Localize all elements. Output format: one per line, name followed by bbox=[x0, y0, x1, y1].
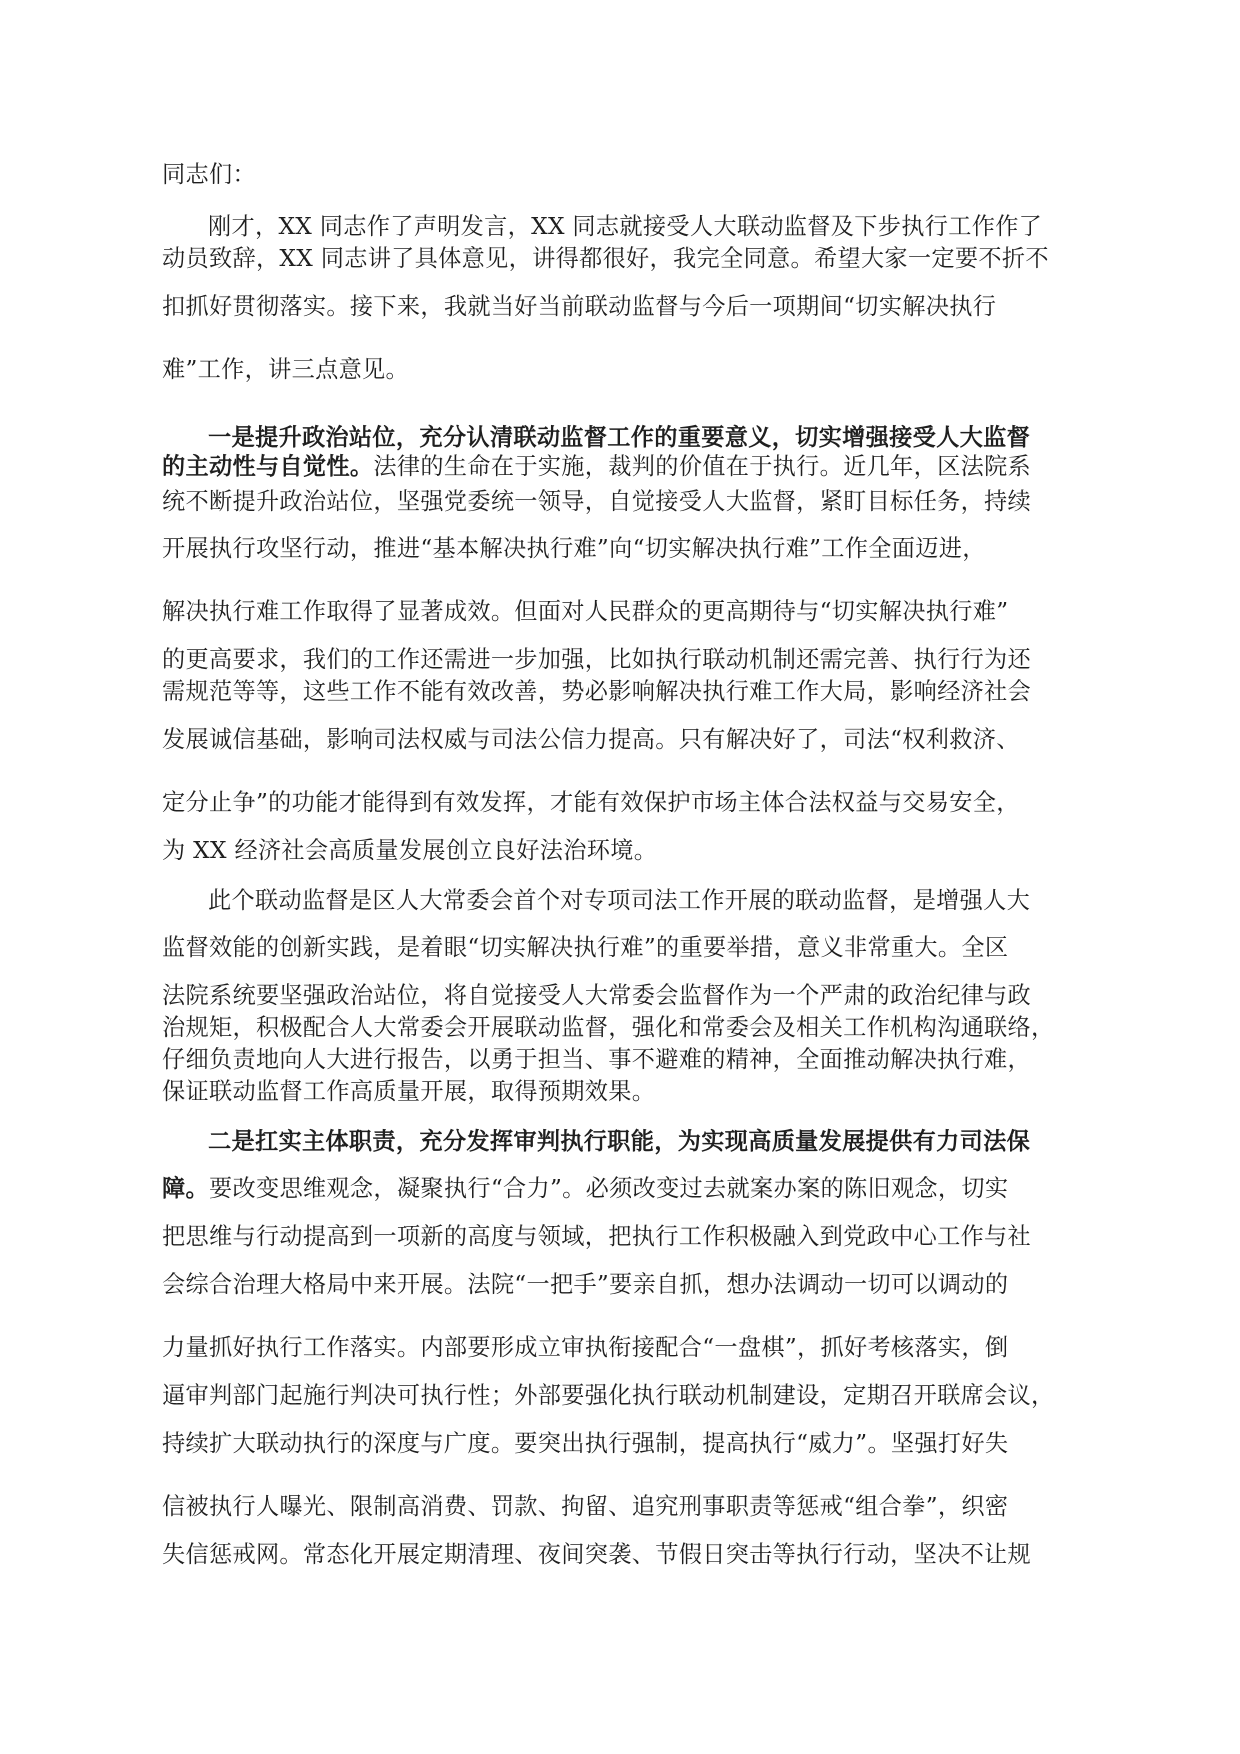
p4-heading-line1: 二是扛实主体职责，充分发挥审判执行职能，为实现高质量发展提供有力司法保 bbox=[208, 1128, 1031, 1155]
p2-line bbox=[162, 452, 1031, 482]
p2-heading bbox=[208, 423, 1030, 453]
p3-line: 治规矩，积极配合人大常委会开展联动监督，强化和常委会及相关工作机构沟通联络， bbox=[162, 1014, 1055, 1041]
p4-line: 持续扩大联动执行的深度与广度。要突出执行强制，提高执行“威力”。坚强打好失 bbox=[162, 1430, 1009, 1457]
p4-line: 会综合治理大格局中来开展。法院“一把手”要亲自抓，想办法调动一切可以调动的 bbox=[162, 1271, 1009, 1298]
p3-line: 保证联动监督工作高质量开展，取得预期效果。 bbox=[162, 1078, 656, 1105]
salutation: 同志们： bbox=[162, 161, 256, 188]
p2-line: 的更高要求，我们的工作还需进一步加强，比如执行联动机制还需完善、执行行为还 bbox=[162, 646, 1032, 673]
p2-line: 开展执行攻坚行动，推进“基本解决执行难”向“切实解决执行难”工作全面迈进， bbox=[162, 535, 986, 562]
p2-heading-line1: 一是提升政治站位，充分认清联动监督工作的重要意义，切实增强接受人大监督 bbox=[208, 424, 1031, 451]
p2-heading-line2: 的主动性与自觉性。 bbox=[162, 453, 374, 480]
p2-line: 解决执行难工作取得了显著成效。但面对人民群众的更高期待与“切实解决执行难” bbox=[162, 598, 1009, 625]
p1-line: 扣抓好贯彻落实。接下来，我就当好当前联动监督与今后一项期间“切实解决执行 bbox=[162, 293, 997, 320]
p4-line: 信被执行人曝光、限制高消费、罚款、拘留、追究刑事职责等惩戒“组合拳”，织密 bbox=[162, 1493, 1009, 1520]
p4-line: 力量抓好执行工作落实。内部要形成立审执衔接配合“一盘棋”，抓好考核落实，倒 bbox=[162, 1334, 1009, 1361]
p2-line: 需规范等等，这些工作不能有效改善，势必影响解决执行难工作大局，影响经济社会 bbox=[162, 678, 1032, 705]
p1-line: 刚才，XX 同志作了声明发言，XX 同志就接受人大联动监督及下步执行工作作了 bbox=[208, 213, 1043, 240]
p2-line: 发展诚信基础，影响司法权威与司法公信力提高。只有解决好了，司法“权利救济、 bbox=[162, 726, 1020, 753]
p1-line: 动员致辞，XX 同志讲了具体意见，讲得都很好，我完全同意。希望大家一定要不折不 bbox=[162, 245, 1049, 272]
p3-line: 法院系统要坚强政治站位，将自觉接受人大常委会监督作为一个严肃的政治纪律与政 bbox=[162, 982, 1032, 1009]
p2-line: 为 XX 经济社会高质量发展创立良好法治环境。 bbox=[162, 837, 658, 864]
p4-heading-line2: 障。 bbox=[162, 1175, 209, 1202]
p2-line: 统不断提升政治站位，坚强党委统一领导，自觉接受人大监督，紧盯目标任务，持续 bbox=[162, 488, 1032, 515]
p3-line: 监督效能的创新实践，是着眼“切实解决执行难”的重要举措，意义非常重大。全区 bbox=[162, 934, 1009, 961]
p2-line-rest: 法律的生命在于实施，裁判的价值在于执行。近几年，区法院系 bbox=[373, 453, 1032, 480]
p3-line: 此个联动监督是区人大常委会首个对专项司法工作开展的联动监督，是增强人大 bbox=[208, 887, 1031, 914]
p4-line: 逼审判部门起施行判决可执行性；外部要强化执行联动机制建设，定期召开联席会议， bbox=[162, 1382, 1055, 1409]
p4-line-rest: 要改变思维观念，凝聚执行“合力”。必须改变过去就案办案的陈旧观念，切实 bbox=[208, 1175, 1009, 1202]
p4-line: 失信惩戒网。常态化开展定期清理、夜间突袭、节假日突击等执行行动，坚决不让规 bbox=[162, 1541, 1032, 1568]
p4-heading bbox=[208, 1127, 1030, 1157]
p3-line: 仔细负责地向人大进行报告，以勇于担当、事不避难的精神，全面推动解决执行难， bbox=[162, 1046, 1032, 1073]
p4-line bbox=[162, 1174, 1008, 1204]
p4-line: 把思维与行动提高到一项新的高度与领域，把执行工作积极融入到党政中心工作与社 bbox=[162, 1223, 1032, 1250]
p2-line: 定分止争”的功能才能得到有效发挥，才能有效保护市场主体合法权益与交易安全， bbox=[162, 789, 1020, 816]
p1-line: 难”工作，讲三点意见。 bbox=[162, 356, 410, 383]
